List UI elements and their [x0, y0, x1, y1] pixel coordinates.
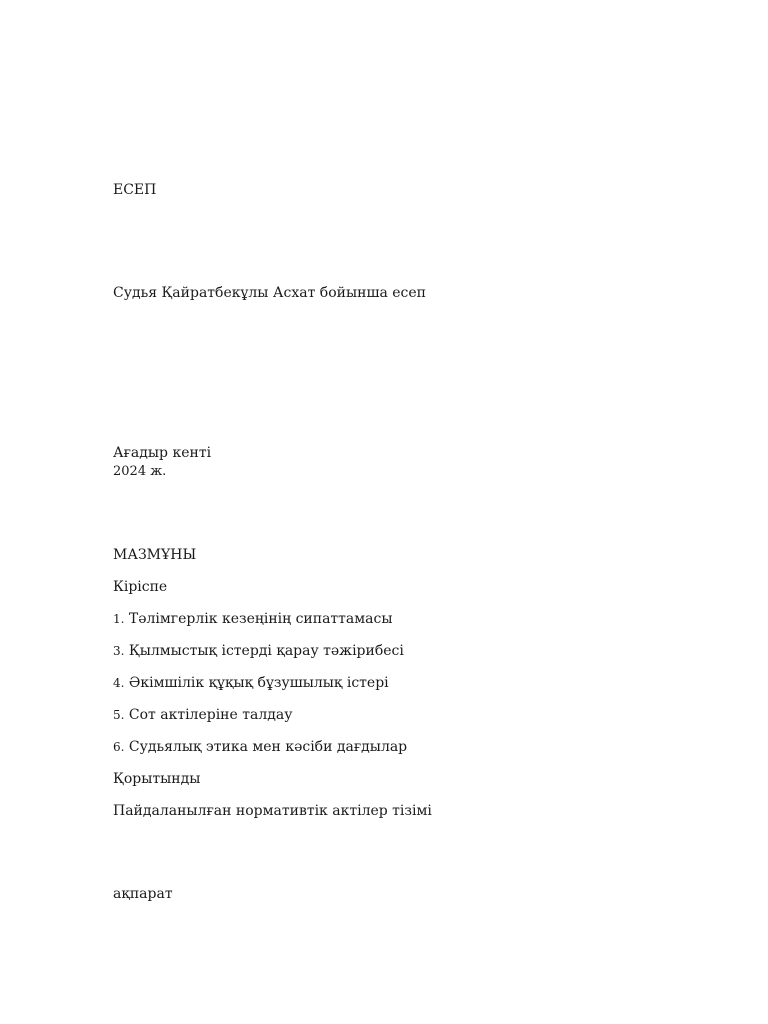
toc-item-text: Кіріспе [113, 579, 168, 595]
footer-text: ақпарат [113, 886, 173, 902]
toc-item [113, 578, 167, 596]
toc-item [113, 738, 407, 756]
toc-item-text: Қылмыстық істерді қарау тәжірибесі [128, 643, 404, 659]
toc-item-number: 3. [113, 644, 125, 658]
toc-item-number: 1. [113, 612, 125, 626]
toc-item [113, 770, 200, 788]
document-place: Ағадыр кенті [113, 445, 212, 461]
toc-item [113, 642, 404, 660]
toc-item-text: Әкімшілік құқық бұзушылық істері [128, 675, 389, 691]
toc-heading: МАЗМҰНЫ [113, 547, 197, 563]
toc-item-number: 6. [113, 740, 125, 754]
document-subtitle: Судья Қайратбекұлы Асхат бойынша есеп [113, 285, 426, 301]
document-year: 2024 ж. [113, 464, 167, 479]
toc-item [113, 674, 389, 692]
toc-item-text: Тәлімгерлік кезеңінің сипаттамасы [128, 611, 393, 627]
toc-item [113, 802, 432, 820]
toc-item-text: Судьялық этика мен кәсіби дағдылар [128, 739, 408, 755]
toc-item-number: 5. [113, 708, 125, 722]
toc-item-text: Пайдаланылған нормативтік актілер тізімі [113, 803, 432, 819]
toc-item-text: Сот актілеріне талдау [128, 707, 293, 723]
toc-item [113, 610, 393, 628]
toc-item [113, 706, 292, 724]
toc-item-text: Қорытынды [113, 771, 201, 787]
document-title: ЕСЕП [113, 182, 157, 198]
toc-item-number: 4. [113, 676, 125, 690]
